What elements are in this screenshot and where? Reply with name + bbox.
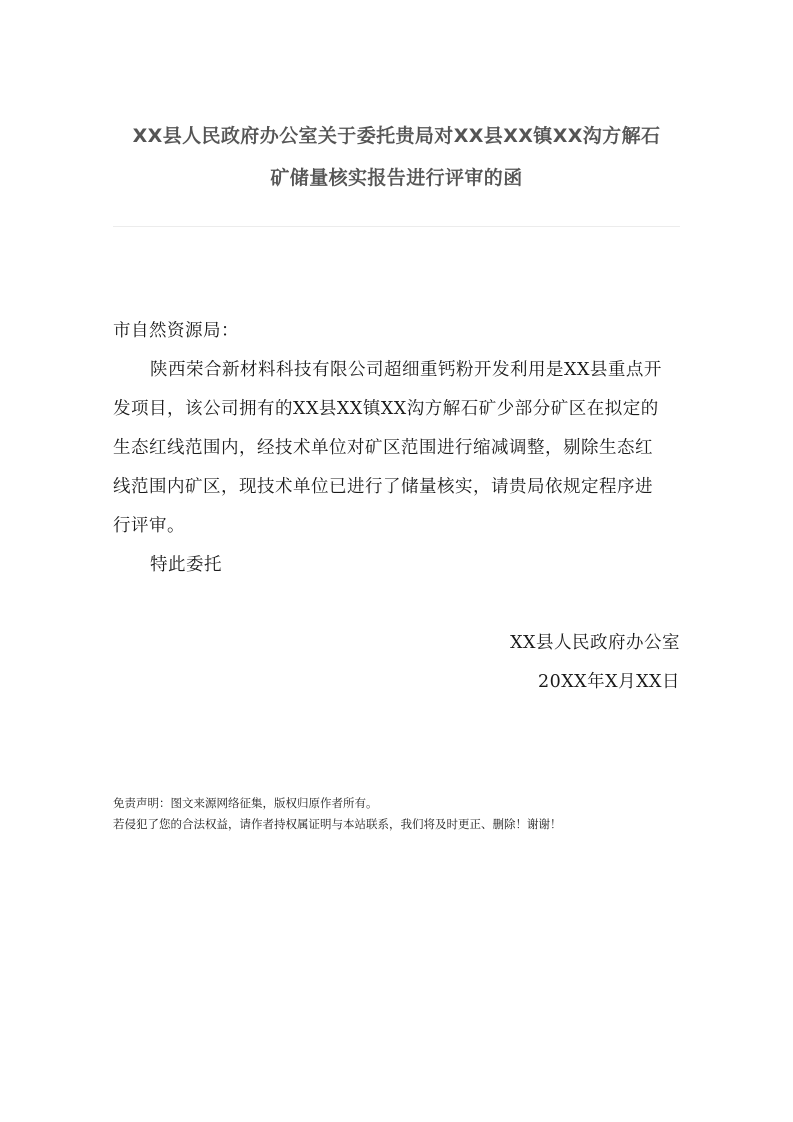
document-title-line-1: XX县人民政府办公室关于委托贵局对XX县XX镇XX沟方解石 [132, 125, 661, 147]
signature-date: 20XX年X月XX日 [537, 672, 680, 692]
paragraph-line-3: 生态红线范围内，经技术单位对矿区范围进行缩减调整，剔除生态红 [113, 438, 653, 458]
closing-text: 特此委托 [150, 555, 222, 575]
paragraph-line-4: 线范围内矿区，现技术单位已进行了储量核实，请贵局依规定程序进 [113, 477, 653, 497]
document-title-line-2: 矿储量核实报告进行评审的函 [270, 167, 523, 189]
salutation: 市自然资源局： [113, 321, 239, 341]
paragraph-line-1: 陕西荣合新材料科技有限公司超细重钙粉开发利用是XX县重点开 [150, 360, 662, 380]
disclaimer-line-2: 若侵犯了您的合法权益，请作者持权属证明与本站联系，我们将及时更正、删除！谢谢！ [113, 817, 562, 831]
paragraph-line-2: 发项目，该公司拥有的XX县XX镇XX沟方解石矿少部分矿区在拟定的 [113, 399, 659, 419]
disclaimer-line-1: 免责声明：图文来源网络征集，版权归原作者所有。 [113, 796, 378, 810]
signature-organization: XX县人民政府办公室 [510, 633, 680, 653]
paragraph-line-5: 行评审。 [113, 516, 185, 536]
title-divider [113, 226, 680, 227]
